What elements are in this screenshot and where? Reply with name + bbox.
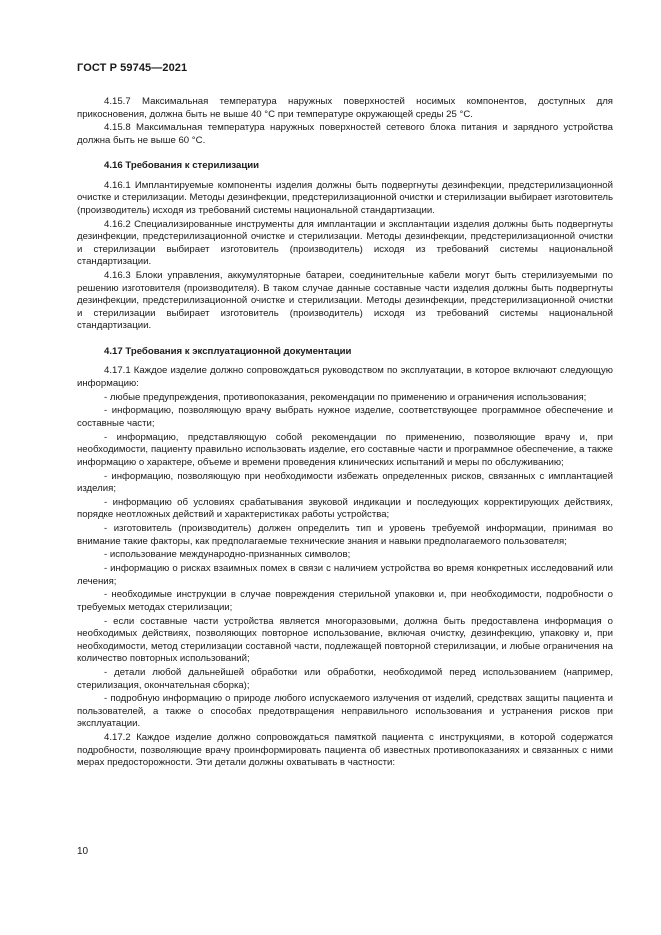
clause-4-16-3: 4.16.3 Блоки управления, аккумуляторные батареи, соединительные кабели могут быть стерилизуемыми по решению изготовителя (производителя). В таком случае данные составные части изделия должны быть подвергнуты дезинфекции, предстерилизационной очистке и стерилизации. Методы дезинфекции, предстерилизационной очистки и стерилизации выбирает изготовитель (производитель) исходя из требований системы национальной стандартизации. [77,270,613,332]
clause-4-17-1: 4.17.1 Каждое изделие должно сопровождаться руководством по эксплуатации, в которое включают следующую информацию: [77,365,613,389]
page-number: 10 [77,846,89,857]
list-item: - информацию, позволяющую врачу выбрать нужное изделие, соответствующее программное обеспечение и составные части; [77,405,613,429]
clause-4-16-1: 4.16.1 Имплантируемые компоненты изделия должны быть подвергнуты дезинфекции, предстерилизационной очистке и стерилизации. Методы дезинфекции, предстерилизационной очистки и стерилизации выбирает изготовитель (производитель) исходя из требований системы национальной стандартизации. [77,179,613,217]
clause-4-17-2: 4.17.2 Каждое изделие должно сопровождаться памяткой пациента с инструкциями, в которой содержатся подробности, позволяющие врачу проинформировать пациента об известных противопоказаниях и связанных с ними мерах предосторожности. Эти детали должны охватывать в частности: [77,732,613,769]
document-body [77,96,613,770]
list-item: - подробную информацию о природе любого испускаемого излучения от изделий, средствах защиты пациента и пользователей, а также о способах предотвращения неправильного использования и устранения рисков при эксплуатации. [77,693,613,730]
list-item: - необходимые инструкции в случае повреждения стерильной упаковки и, при необходимости, подробности о требуемых методах стерилизации; [77,589,613,613]
section-heading-4-17: 4.17 Требования к эксплуатационной документации [104,345,352,357]
clause-4-15-7: 4.15.7 Максимальная температура наружных поверхностей носимых компонентов, доступных для прикосновения, должна быть не выше 40 °С при температуре окружающей среды 25 °С. [77,96,613,120]
list-item: - детали любой дальнейшей обработки или обработки, необходимой перед использованием (например, стерилизация, окончательная сборка); [77,667,613,691]
list-item: - изготовитель (производитель) должен определить тип и уровень требуемой информации, принимая во внимание такие факторы, как предполагаемые технические знания и навыки предполагаемого пользователя; [77,523,613,547]
list-item: - информацию, позволяющую при необходимости избежать определенных рисков, связанных с имплантацией изделия; [77,470,613,495]
list-item: - использование международно-признанных символов; [104,549,351,561]
section-heading-4-16: 4.16 Требования к стерилизации [104,160,260,172]
list-item: - если составные части устройства является многоразовыми, должна быть предоставлена информация о необходимых действиях, позволяющих повторное использование, включая очистку, дезинфекцию, упаковку и, при необходимости, метод стерилизации составной части, подлежащей повторной стерилизации, и любые ограничения на количество повторных использований; [77,615,613,665]
list-item: - любые предупреждения, противопоказания, рекомендации по применению и ограничения использования; [104,391,587,403]
document-header: ГОСТ Р 59745—2021 [77,62,188,74]
clause-4-16-2: 4.16.2 Специализированные инструменты для имплантации и эксплантации изделия должны быть подвергнуты дезинфекции, предстерилизационной очистке и стерилизации. Методы дезинфекции, предстерилизационной очистки и стерилизации выбирает изготовитель (производитель) исходя из требований системы национальной стандартизации. [77,218,613,268]
clause-4-15-8: 4.15.8 Максимальная температура наружных поверхностей сетевого блока питания и зарядного устройства должна быть не выше 60 °С. [77,122,613,146]
list-item: - информацию о рисках взаимных помех в связи с наличием устройства во время конкретных исследований или лечения; [77,563,613,587]
list-item: - информацию, представляющую собой рекомендации по применению, позволяющие врачу и, при необходимости, пациенту правильно использовать изделие, его составные части и программное обеспечение, а также информацию о характере, объеме и времени проведения клинических испытаний и меры по обслуживанию; [77,431,613,468]
list-item: - информацию об условиях срабатывания звуковой индикации и последующих корректирующих действиях, порядке неотложных действий и характеристиках работы устройства; [77,496,613,521]
